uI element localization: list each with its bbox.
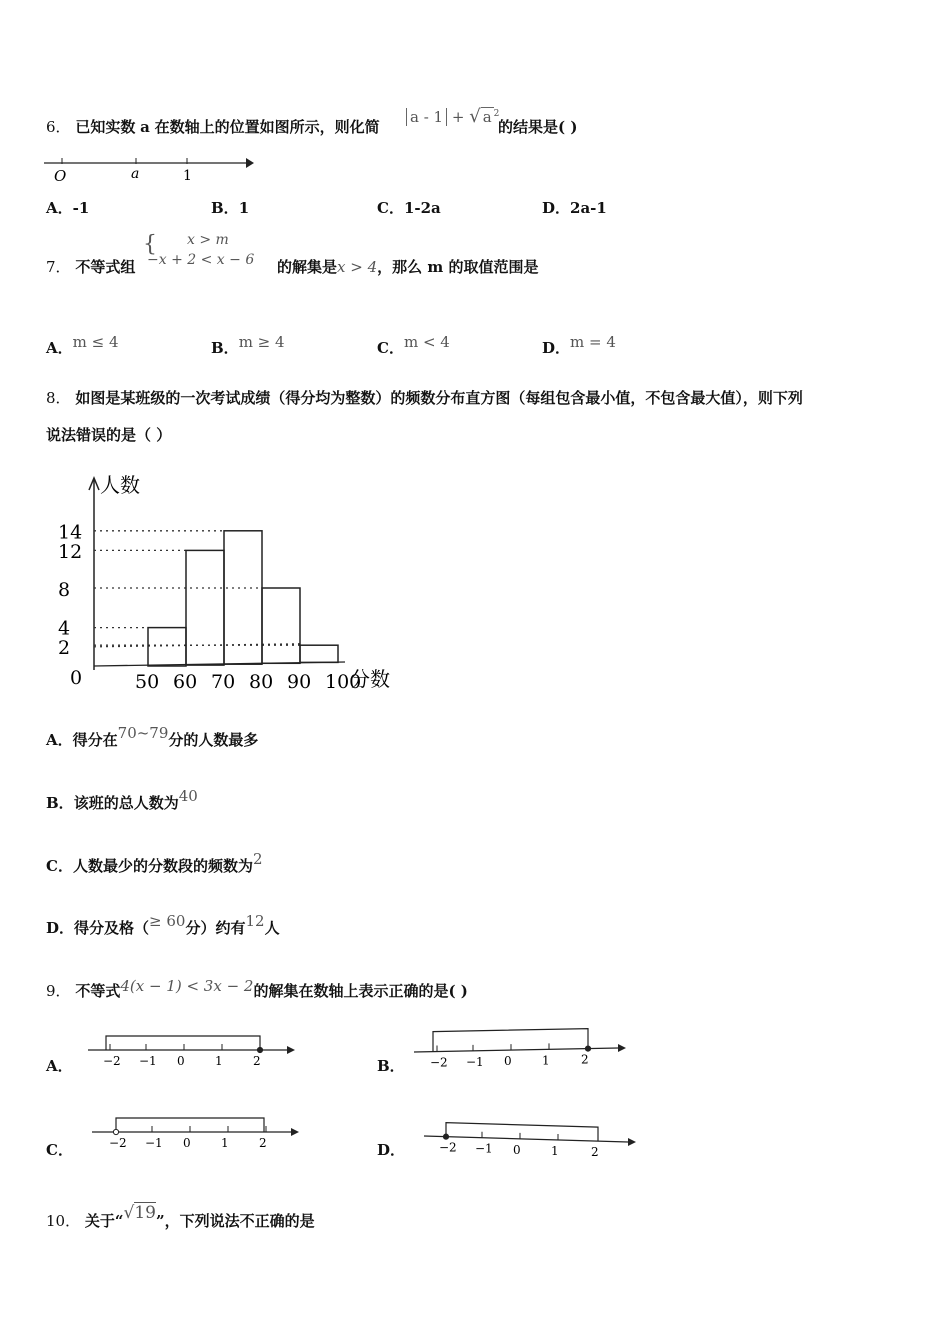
q6-number: 6． [46, 118, 71, 136]
y-axis-label: 人数 [100, 473, 140, 497]
y-tick-label: 4 [58, 617, 71, 640]
q10-stem: 10． 关于“√19”，下列说法不正确的是 [46, 1203, 315, 1230]
number-line-tick-label: −2 [103, 1054, 121, 1068]
q8-option-a[interactable]: A．得分在70~79分的人数最多 [46, 724, 259, 749]
number-line-tick-label: 0 [513, 1142, 521, 1157]
y-tick-label: 12 [58, 540, 83, 563]
x-tick-label: 50 [135, 671, 160, 693]
endpoint-dot [443, 1134, 448, 1139]
number-line-arrow [628, 1138, 636, 1146]
y-tick-label: 14 [58, 521, 83, 544]
number-line-tick-label: −2 [439, 1140, 457, 1155]
q7-system-line2: −x + 2 < x − 6 [147, 252, 255, 268]
q7-option-c[interactable]: C．m < 4 [377, 333, 450, 357]
x-axis-label: 分数 [350, 667, 390, 691]
q6-stem-text: 已知实数 [75, 118, 136, 136]
x-tick-label: 70 [211, 671, 236, 693]
number-line-tick-label: 0 [504, 1054, 512, 1069]
q8-stem-line1: 8． 如图是某班级的一次考试成绩（得分均为整数）的频数分布直方图（每组包含最小值，不包含最大值），则下列 [46, 389, 803, 407]
q8-number: 8． [46, 389, 71, 407]
number-line-tick-label: −1 [145, 1136, 163, 1150]
q7-system-line1: x > m [187, 232, 229, 248]
q6-option-a[interactable]: A．-1 [46, 199, 90, 217]
q9-option-c-number-line[interactable] [86, 1112, 301, 1156]
number-line-arrow [287, 1046, 295, 1054]
q10-number: 10． [46, 1212, 81, 1230]
number-line-tick-label: −2 [109, 1136, 127, 1150]
q7-solution: x > 4 [337, 258, 378, 276]
q9-option-a[interactable]: A． [46, 1057, 73, 1075]
number-line-arrow [291, 1128, 299, 1136]
histogram-bar [186, 550, 224, 665]
q6-stem-text-2: 在数轴上的位置如图所示，则化简 [154, 118, 380, 136]
q9-option-b-number-line[interactable] [408, 1026, 628, 1072]
q6-sqrt-exp: 2 [493, 109, 500, 119]
solution-bracket [106, 1036, 260, 1050]
origin-label: 0 [70, 667, 83, 689]
x-tick-label: 100 [325, 671, 362, 693]
q7-stem [46, 256, 135, 277]
number-line-arrow [618, 1044, 626, 1052]
q6-option-b[interactable]: B．1 [211, 199, 250, 217]
q8-option-b[interactable]: B．该班的总人数为40 [46, 787, 198, 812]
endpoint-dot [257, 1047, 262, 1052]
q6-sqrt-base: a [482, 108, 492, 126]
q6-stem [46, 116, 380, 137]
q9-option-a-number-line[interactable] [82, 1030, 297, 1072]
q6-axis-label-o: O [54, 167, 67, 185]
x-tick-label: 90 [287, 671, 312, 693]
q6-number-line [40, 152, 260, 186]
q8-stem-line2: 说法错误的是（ ） [46, 426, 172, 444]
number-line-tick-label: 1 [551, 1143, 559, 1158]
q7-stem-text: 不等式组 [75, 258, 136, 276]
q7-option-a[interactable]: A．m ≤ 4 [46, 333, 119, 357]
q6-plus: + [451, 108, 465, 126]
x-tick-label: 60 [173, 671, 198, 693]
q7-stem-2: 的解集是x > 4，那么 m 的取值范围是 [277, 258, 539, 276]
q6-stem-end: 的结果是( ) [498, 118, 578, 136]
q6-axis-label-a: a [131, 166, 140, 182]
number-line-tick-label: 1 [221, 1136, 229, 1150]
q6-axis-label-1: 1 [183, 168, 192, 184]
histogram-bar [300, 645, 338, 662]
y-tick-label: 2 [58, 636, 71, 659]
number-line-tick-label: 1 [542, 1053, 550, 1068]
q8-option-d[interactable]: D．得分及格（≥ 60分）约有12人 [46, 912, 280, 937]
x-tick-label: 80 [249, 671, 274, 693]
q7-option-b[interactable]: B．m ≥ 4 [211, 333, 285, 357]
number-line-tick-label: 0 [183, 1136, 191, 1150]
q9-option-c[interactable]: C． [46, 1141, 73, 1159]
number-line-tick-label: 0 [177, 1054, 185, 1068]
number-line-tick-label: 1 [215, 1054, 223, 1068]
q6-expression: a - 1 + √ a $^2$ [406, 106, 499, 127]
number-line-tick-label: 2 [259, 1136, 267, 1150]
q6-var: a [140, 118, 150, 136]
number-line-tick-label: 2 [591, 1145, 599, 1160]
number-line-tick-label: −1 [139, 1054, 157, 1068]
q9-option-d-number-line[interactable] [418, 1116, 638, 1164]
q7-number: 7． [46, 258, 71, 276]
q6-option-d[interactable]: D．2a-1 [542, 199, 607, 217]
q10-sqrt-arg: 19 [134, 1203, 156, 1223]
q6-abs-expr: a - 1 [406, 108, 447, 126]
q9-option-d[interactable]: D． [377, 1141, 406, 1159]
histogram-chart [40, 466, 410, 698]
number-line-tick-label: −1 [466, 1054, 484, 1069]
q8-option-c[interactable]: C．人数最少的分数段的频数为2 [46, 850, 263, 875]
number-line-tick-label: −1 [475, 1141, 493, 1156]
histogram-bar [148, 628, 186, 666]
q9-option-b[interactable]: B． [377, 1057, 405, 1075]
q9-stem: 9． 不等式4(x − 1) < 3x − 2的解集在数轴上表示正确的是( ) [46, 977, 468, 1000]
endpoint-dot [113, 1129, 118, 1134]
number-line-tick-label: −2 [430, 1055, 448, 1070]
y-tick-label: 8 [58, 579, 71, 602]
q9-inequality: 4(x − 1) < 3x − 2 [120, 977, 254, 995]
q7-option-d[interactable]: D．m = 4 [542, 333, 616, 357]
q6-option-c[interactable]: C．1-2a [377, 199, 441, 217]
q9-number: 9． [46, 982, 71, 1000]
endpoint-dot [585, 1046, 590, 1051]
histogram-bar [262, 588, 300, 663]
number-line-tick-label: 2 [253, 1054, 261, 1068]
number-line-tick-label: 2 [581, 1052, 589, 1067]
